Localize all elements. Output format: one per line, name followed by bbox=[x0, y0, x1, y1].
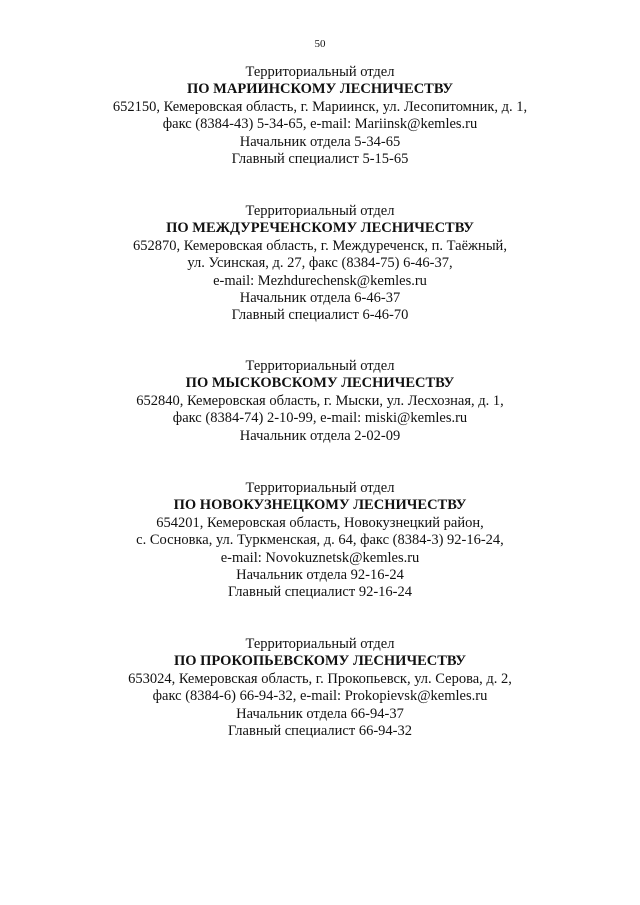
department-name: ПО ПРОКОПЬЕВСКОМУ ЛЕСНИЧЕСТВУ bbox=[173, 653, 467, 670]
email-line: e-mail: Mezhdurechensk@kemles.ru bbox=[213, 272, 427, 289]
specialist-phone-line: Главный специалист 6-46-70 bbox=[231, 307, 409, 324]
address-line: 652870, Кемеровская область, г. Междуреченск, п. Таёжный, bbox=[133, 237, 507, 254]
head-phone-line: Начальник отдела 2-02-09 bbox=[239, 427, 401, 444]
department-name: ПО НОВОКУЗНЕЦКОМУ ЛЕСНИЧЕСТВУ bbox=[173, 497, 467, 514]
department-block-novokuznetsk bbox=[0, 480, 640, 602]
department-name: ПО МЕЖДУРЕЧЕНСКОМУ ЛЕСНИЧЕСТВУ bbox=[166, 220, 474, 237]
address-fax-line: с. Сосновка, ул. Туркменская, д. 64, факс (8384-3) 92-16-24, bbox=[136, 532, 504, 549]
head-phone-line: Начальник отдела 92-16-24 bbox=[236, 567, 404, 584]
head-phone-line: Начальник отдела 6-46-37 bbox=[239, 290, 401, 307]
department-name: ПО МЫСКОВСКОМУ ЛЕСНИЧЕСТВУ bbox=[185, 375, 455, 392]
address-line: 653024, Кемеровская область, г. Прокопьевск, ул. Серова, д. 2, bbox=[128, 670, 512, 687]
address-fax-line: ул. Усинская, д. 27, факс (8384-75) 6-46-37, bbox=[187, 255, 453, 272]
address-line: 652150, Кемеровская область, г. Мариинск, ул. Лесопитомник, д. 1, bbox=[112, 98, 528, 115]
head-phone-line: Начальник отдела 66-94-37 bbox=[236, 705, 404, 722]
fax-email-line: факс (8384-74) 2-10-99, e-mail: miski@kemles.ru bbox=[172, 410, 468, 427]
specialist-phone-line: Главный специалист 5-15-65 bbox=[231, 151, 409, 168]
department-heading: Территориальный отдел bbox=[245, 480, 395, 496]
department-heading: Территориальный отдел bbox=[245, 358, 395, 374]
specialist-phone-line: Главный специалист 66-94-32 bbox=[228, 723, 412, 740]
address-line: 652840, Кемеровская область, г. Мыски, ул. Лесхозная, д. 1, bbox=[136, 392, 504, 409]
email-line: e-mail: Novokuznetsk@kemles.ru bbox=[220, 549, 420, 566]
specialist-phone-line: Главный специалист 92-16-24 bbox=[228, 584, 412, 601]
department-heading: Территориальный отдел bbox=[245, 203, 395, 219]
fax-email-line: факс (8384-6) 66-94-32, e-mail: Prokopievsk@kemles.ru bbox=[152, 688, 488, 705]
department-heading: Территориальный отдел bbox=[245, 64, 395, 80]
department-heading: Территориальный отдел bbox=[245, 636, 395, 652]
department-block-mariinsk bbox=[0, 64, 640, 168]
page-number: 50 bbox=[314, 38, 326, 50]
department-block-prokopievsk bbox=[0, 636, 640, 740]
fax-email-line: факс (8384-43) 5-34-65, e-mail: Mariinsk@kemles.ru bbox=[162, 116, 478, 133]
address-line: 654201, Кемеровская область, Новокузнецкий район, bbox=[156, 514, 484, 531]
department-block-mezhdurechensk bbox=[0, 203, 640, 325]
department-block-myski bbox=[0, 358, 640, 445]
department-name: ПО МАРИИНСКОМУ ЛЕСНИЧЕСТВУ bbox=[187, 81, 453, 98]
head-phone-line: Начальник отдела 5-34-65 bbox=[239, 133, 401, 150]
